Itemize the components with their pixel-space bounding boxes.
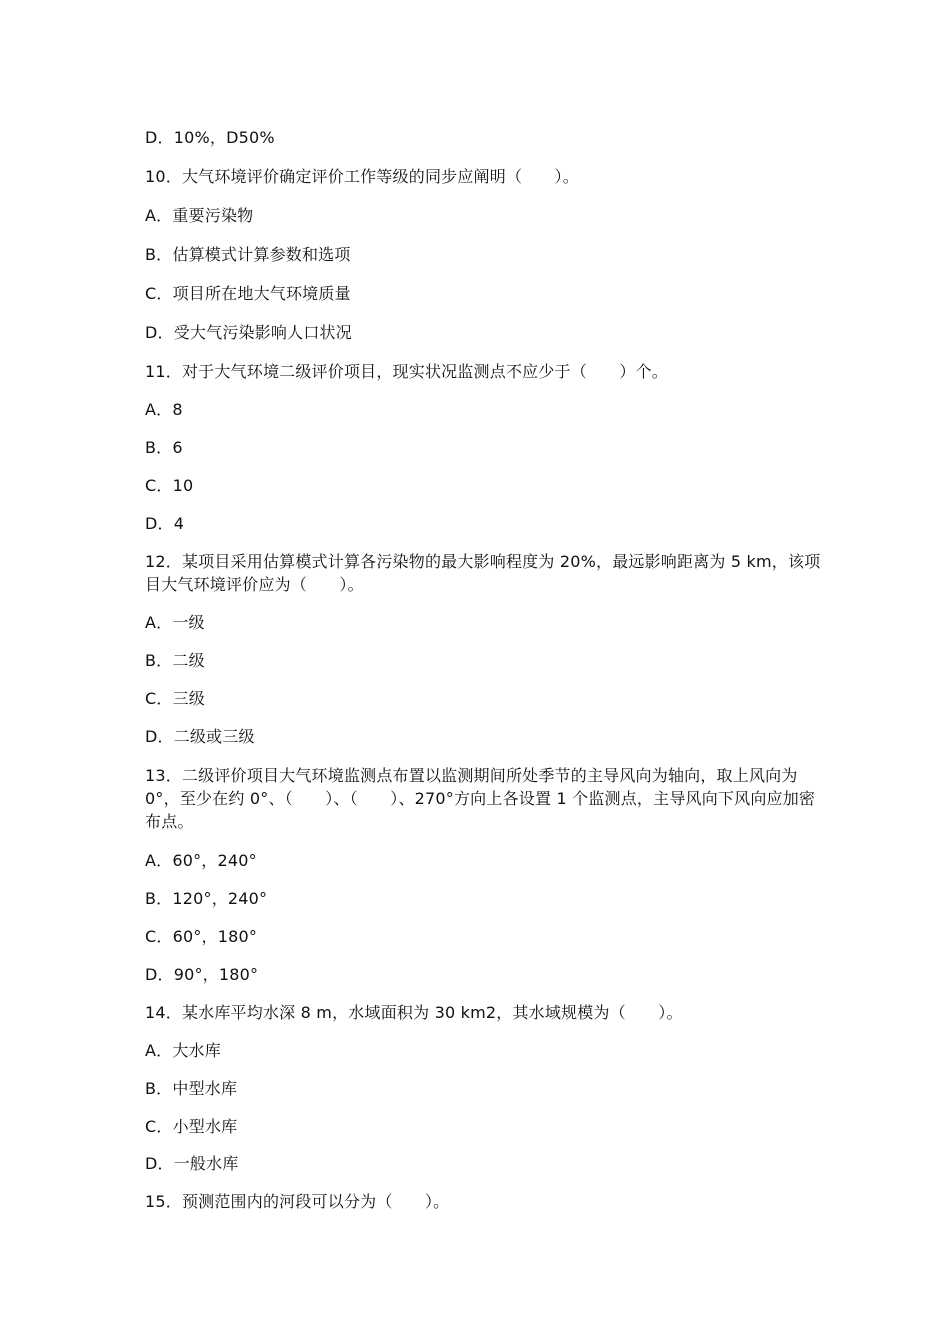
option-11a: A．8 — [145, 400, 183, 419]
option-13d: D．90°，180° — [145, 965, 259, 984]
question-13: 13．二级评价项目大气环境监测点布置以监测期间所处季节的主导风向为轴向，取上风向为 0°，至少在约 0°、（ ）、（ ）、270°方向上各设置 1 个监测点，主导风向下风向应加密布点。 — [145, 766, 816, 831]
option-9d: D．10%，D50% — [145, 128, 275, 147]
option-10a: A．重要污染物 — [145, 206, 254, 225]
option-13c: C．60°，180° — [145, 927, 258, 946]
option-11b: B．6 — [145, 438, 183, 457]
option-14a: A．大水库 — [145, 1041, 221, 1060]
option-12a: A．一级 — [145, 613, 205, 632]
option-12b: B．二级 — [145, 651, 205, 670]
question-12: 12．某项目采用估算模式计算各污染物的最大影响程度为 20%，最远影响距离为 5 km，该项目大气环境评价应为（ ）。 — [145, 552, 821, 594]
option-13a: A．60°，240° — [145, 851, 257, 870]
option-12d: D．二级或三级 — [145, 727, 255, 746]
option-10c: C．项目所在地大气环境质量 — [145, 284, 351, 303]
option-14c: C．小型水库 — [145, 1117, 238, 1136]
question-11: 11．对于大气环境二级评价项目，现实状况监测点不应少于（ ）个。 — [145, 362, 668, 381]
option-11c: C．10 — [145, 476, 194, 495]
question-15: 15．预测范围内的河段可以分为（ ）。 — [145, 1192, 450, 1211]
option-14b: B．中型水库 — [145, 1079, 238, 1098]
option-10d: D．受大气污染影响人口状况 — [145, 323, 352, 342]
option-14d: D．一般水库 — [145, 1154, 239, 1173]
question-14: 14．某水库平均水深 8 m，水域面积为 30 km2，其水域规模为（ ）。 — [145, 1003, 683, 1022]
option-11d: D．4 — [145, 514, 185, 533]
question-10: 10．大气环境评价确定评价工作等级的同步应阐明（ ）。 — [145, 167, 579, 186]
option-12c: C．三级 — [145, 689, 205, 708]
option-10b: B．估算模式计算参数和选项 — [145, 245, 351, 264]
option-13b: B．120°，240° — [145, 889, 268, 908]
